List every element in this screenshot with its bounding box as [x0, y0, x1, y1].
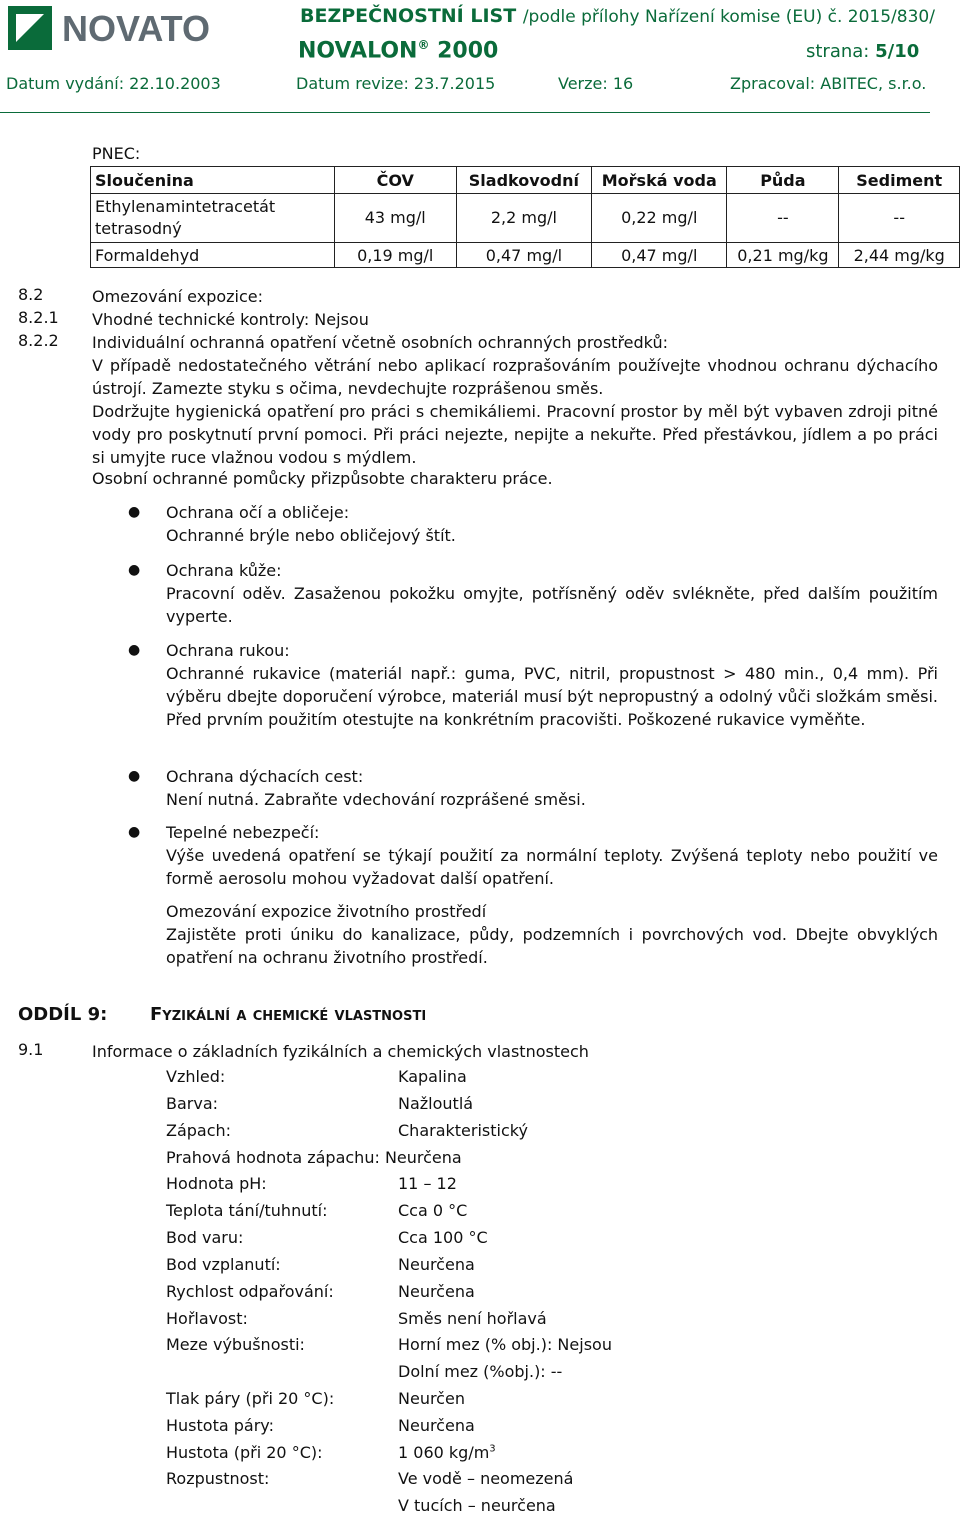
header-divider: [0, 112, 930, 113]
table-cell: 0,47 mg/l: [456, 243, 591, 268]
prop-value: Kapalina: [398, 1067, 467, 1086]
pnec-label: PNEC:: [92, 144, 141, 163]
table-cell: 43 mg/l: [334, 194, 456, 243]
col-header: Půda: [727, 167, 839, 194]
table-row: [91, 243, 960, 268]
prop-value: Cca 0 °C: [398, 1201, 468, 1220]
title-main: BEZPEČNOSTNÍ LIST: [300, 5, 517, 27]
bullet-icon: ●: [128, 768, 141, 784]
prop-value: Horní mez (% obj.): Nejsou: [398, 1335, 612, 1354]
env-title: Omezování expozice životního prostředí: [166, 902, 487, 921]
version: Verze: 16: [558, 74, 634, 93]
prop-label: Vzhled:: [166, 1067, 226, 1086]
table-cell: 2,44 mg/kg: [839, 243, 960, 268]
col-header: Mořská voda: [592, 167, 727, 194]
logo-text: NOVATO: [62, 8, 211, 49]
paragraph: Osobní ochranné pomůcky přizpůsobte charakteru práce.: [92, 469, 553, 488]
bullet-text: Ochranné brýle nebo obličejový štít.: [166, 526, 456, 545]
prop-label: Bod varu:: [166, 1228, 244, 1247]
bullet-text: Pracovní oděv. Zasaženou pokožku omyjte, potřísněný oděv svlékněte, před dalším použitím vyperte.: [166, 584, 938, 626]
prop-label: Tlak páry (při 20 °C):: [166, 1389, 335, 1408]
pnec-table: [90, 166, 960, 268]
odor-threshold: Prahová hodnota zápachu: Neurčena: [166, 1148, 462, 1167]
prop-label: Rychlost odpařování:: [166, 1282, 334, 1301]
product-code: 2000: [437, 38, 499, 64]
prop-label: Barva:: [166, 1094, 219, 1113]
prop-value: Ve vodě – neomezená: [398, 1469, 574, 1488]
prop-value: Cca 100 °C: [398, 1228, 488, 1247]
section-title: Fyzikální a chemické vlastnosti: [150, 1004, 427, 1025]
prop-value: Dolní mez (%obj.): --: [398, 1362, 563, 1381]
paragraph: V případě nedostatečného větrání nebo aplikací rozprašováním používejte vhodnou ochranu dýchacího ústrojí. Zamezte styku s očima, nevdechujte rozprášenou směs.: [92, 356, 938, 398]
bullet-text: Není nutná. Zabraňte vdechování rozprášené směsi.: [166, 790, 586, 809]
density-exponent: 3: [489, 1443, 496, 1455]
section-heading: Informace o základních fyzikálních a chemických vlastnostech: [92, 1042, 589, 1061]
density-number: 1 060 kg/m: [398, 1443, 490, 1462]
registered-mark: ®: [417, 38, 430, 52]
bullet-title: Ochrana očí a obličeje:: [166, 503, 350, 522]
density-value: [398, 1443, 496, 1462]
prop-value: Neurčena: [398, 1255, 475, 1274]
bullet-title: Ochrana kůže:: [166, 561, 282, 580]
prop-value: Neurčena: [398, 1416, 475, 1435]
col-header: Sloučenina: [91, 167, 335, 194]
section-number: 8.2.1: [18, 308, 59, 327]
bullet-text: Výše uvedená opatření se týkají použití za normální teploty. Zvýšená teploty nebo použití ve formě aerosolu mohou vyžadovat další opatření.: [166, 846, 938, 888]
table-cell: Ethylenamintetracetát tetrasodný: [91, 194, 335, 243]
table-cell: --: [839, 194, 960, 243]
prop-value: Nažloutlá: [398, 1094, 474, 1113]
section-heading: Omezování expozice:: [92, 287, 264, 306]
prop-value: Směs není hořlavá: [398, 1309, 547, 1328]
issue-date: Datum vydání: 22.10.2003: [6, 74, 221, 93]
prop-label: Teplota tání/tuhnutí:: [166, 1201, 328, 1220]
table-cell: 0,21 mg/kg: [727, 243, 839, 268]
novato-logo: [8, 6, 280, 50]
prop-label: Hořlavost:: [166, 1309, 248, 1328]
title-regulation: /podle přílohy Nařízení komise (EU) č. 2015/830/: [522, 7, 935, 27]
env-text: Zajistěte proti úniku do kanalizace, půdy, podzemních i povrchových vod. Dbejte obvyklých opatření na ochranu životního prostředí.: [166, 925, 938, 967]
document-title: [300, 5, 935, 27]
product-label: NOVALON: [298, 38, 418, 64]
section-heading: Individuální ochranná opatření včetně osobních ochranných prostředků:: [92, 333, 668, 352]
table-cell: Formaldehyd: [91, 243, 335, 268]
prop-label: Rozpustnost:: [166, 1469, 270, 1488]
prop-label: Zápach:: [166, 1121, 232, 1140]
page-indicator: [806, 41, 919, 62]
table-cell: 0,47 mg/l: [592, 243, 727, 268]
bullet-title: Ochrana dýchacích cest:: [166, 767, 364, 786]
bullet-title: Ochrana rukou:: [166, 641, 290, 660]
prop-label: Hodnota pH:: [166, 1174, 267, 1193]
processed-by: Zpracoval: ABITEC, s.r.o.: [730, 74, 927, 93]
table-cell: 0,19 mg/l: [334, 243, 456, 268]
section-number: 8.2: [18, 285, 44, 304]
paragraph: Dodržujte hygienická opatření pro práci s chemikáliemi. Pracovní prostor by měl být vybaven zdroji pitné vody pro poskytnutí první pomoci. Při práci nejezte, nepijte a nekuřte. Před přestávkou, jídlem a po práci si umyjte ruce vlažnou vodou s mýdlem.: [92, 402, 938, 467]
revision-date: Datum revize: 23.7.2015: [296, 74, 496, 93]
bullet-icon: ●: [128, 824, 141, 840]
bullet-title: Tepelné nebezpečí:: [166, 823, 320, 842]
table-row: [91, 194, 960, 243]
section-number: 8.2.2: [18, 331, 59, 350]
bullet-text: Ochranné rukavice (materiál např.: guma, PVC, nitril, propustnost > 480 min., 0,4 mm). Při výběru dbejte doporučení výrobce, materiál musí být nepropustný a odolný vůči složkám směsi. Před prvním použitím otestujte na konkrétním pracovišti. Poškozené rukavice vyměňte.: [166, 664, 938, 729]
product-name: [298, 38, 498, 63]
section-label: ODDÍL 9:: [18, 1004, 108, 1025]
prop-value: Neurčen: [398, 1389, 465, 1408]
page-label: strana:: [806, 41, 870, 62]
prop-value: V tucích – neurčena: [398, 1496, 556, 1515]
bullet-icon: ●: [128, 504, 141, 520]
bullet-icon: ●: [128, 642, 141, 658]
prop-label: Hustota páry:: [166, 1416, 274, 1435]
col-header: ČOV: [334, 167, 456, 194]
bullet-icon: ●: [128, 562, 141, 578]
prop-value: Neurčena: [398, 1282, 475, 1301]
prop-label: Hustota (při 20 °C):: [166, 1443, 323, 1462]
page-value: 5/10: [875, 41, 920, 62]
prop-label: Meze výbušnosti:: [166, 1335, 305, 1354]
prop-value: Charakteristický: [398, 1121, 528, 1140]
section-heading: Vhodné technické kontroly: Nejsou: [92, 310, 369, 329]
prop-value: 11 – 12: [398, 1174, 457, 1193]
col-header: Sediment: [839, 167, 960, 194]
table-cell: 2,2 mg/l: [456, 194, 591, 243]
table-header-row: [91, 167, 960, 194]
col-header: Sladkovodní: [456, 167, 591, 194]
section-number: 9.1: [18, 1040, 44, 1059]
table-cell: 0,22 mg/l: [592, 194, 727, 243]
table-cell: --: [727, 194, 839, 243]
prop-label: Bod vzplanutí:: [166, 1255, 281, 1274]
